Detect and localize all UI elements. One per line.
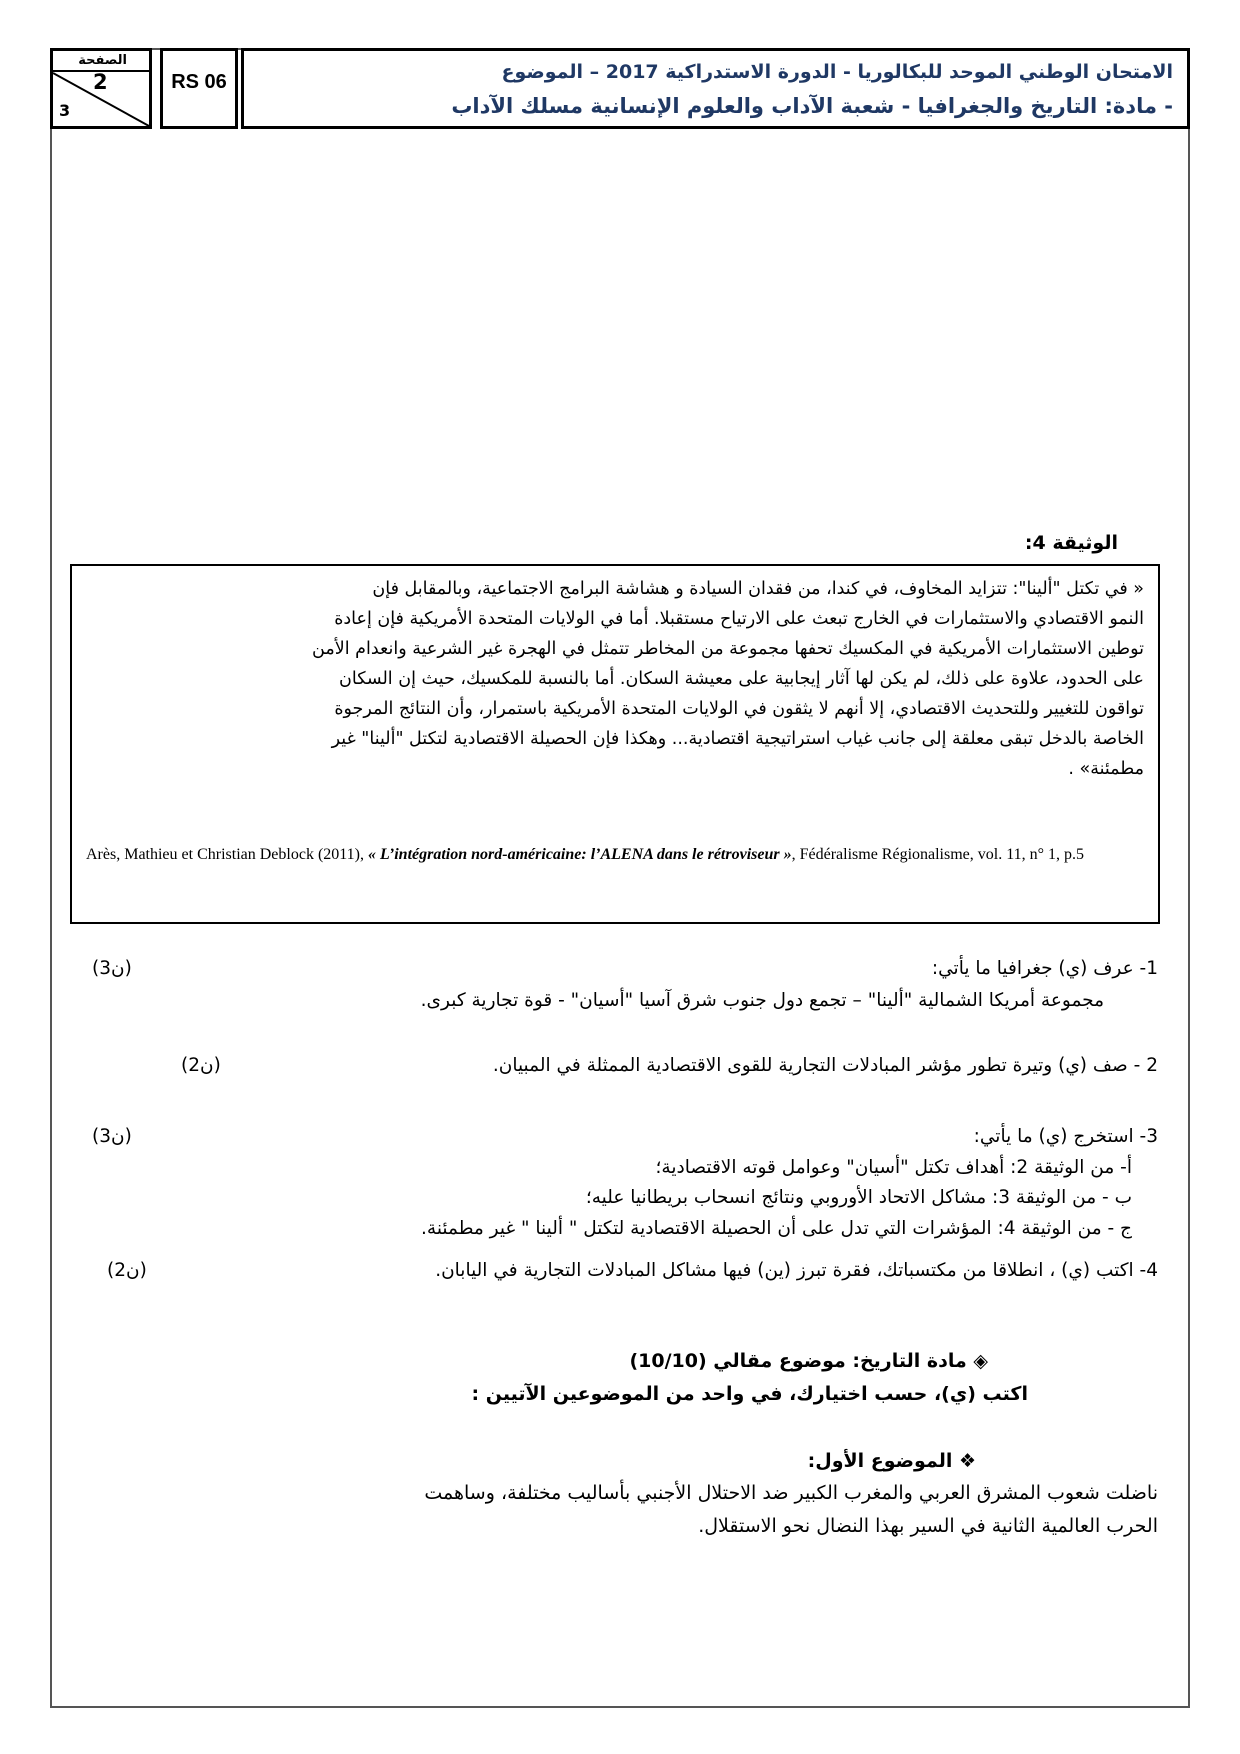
exam-title-line-1: الامتحان الوطني الموحد للبكالوريا - الدورة الاستدراكية 2017 – الموضوع — [501, 61, 1173, 83]
question-1-terms: مجموعة أمريكا الشمالية "ألينا" – تجمع دول جنوب شرق آسيا "أسيان" - قوة تجارية كبرى. — [420, 990, 1104, 1011]
question-4: 4- اكتب (ي) ، انطلاقا من مكتسباتك، فقرة تبرز (ين) فيها مشاكل المبادلات التجارية في اليابان. — [435, 1260, 1158, 1281]
exam-header — [50, 48, 1190, 129]
question-3: 3- استخرج (ي) ما يأتي: — [973, 1126, 1158, 1147]
question-4-points: (2ن) — [107, 1260, 147, 1281]
topic-1-text-line-1: ناضلت شعوب المشرق العربي والمغرب الكبير ضد الاحتلال الأجنبي بأساليب مختلفة، وساهمت — [424, 1482, 1158, 1504]
question-2: 2 - صف (ي) وتيرة تطور مؤشر المبادلات التجارية للقوى الاقتصادية الممثلة في المبيان. — [492, 1055, 1158, 1076]
quote-line: توطين الاستثمارات الأمريكية في المكسيك تحفها مجموعة من المخاطر تتمثل في الهجرة غير الشرعية وانعدام الأمن — [312, 639, 1144, 659]
exam-title-line-2: - مادة: التاريخ والجغرافيا - شعبة الآداب والعلوم الإنسانية مسلك الآداب — [451, 94, 1173, 118]
topic-1-text-line-2: الحرب العالمية الثانية في السير بهذا النضال نحو الاستقلال. — [698, 1515, 1158, 1537]
question-3-c: ج - من الوثيقة 4: المؤشرات التي تدل على أن الحصيلة الاقتصادية لتكتل " ألينا " غير مطمئنة. — [421, 1218, 1132, 1239]
question-1: 1- عرف (ي) جغرافيا ما يأتي: — [931, 958, 1158, 979]
exam-title-box — [241, 48, 1190, 129]
history-section-title: ◈ مادة التاريخ: موضوع مقالي (10/10) — [629, 1350, 988, 1372]
question-3-points: (3ن) — [92, 1126, 132, 1147]
page-current-number: 2 — [93, 70, 108, 94]
page-number-box — [50, 48, 152, 129]
question-3-a: أ- من الوثيقة 2: أهداف تكتل "أسيان" وعوامل قوته الاقتصادية؛ — [655, 1157, 1132, 1178]
page-total-number: 3 — [59, 101, 71, 120]
quote-line: على الحدود، علاوة على ذلك، لم يكن لها آثار إيجابية على معيشة السكان. أما بالنسبة للمكسيك، حيث إن السكان — [339, 669, 1144, 689]
history-instruction: اكتب (ي)، حسب اختيارك، في واحد من الموضوعين الآتيين : — [471, 1383, 1028, 1405]
source-title: « L’intégration nord-américaine: l’ALENA dans le rétroviseur » — [368, 846, 792, 863]
source-authors: Arès, Mathieu et Christian Deblock (2011), — [86, 846, 369, 863]
exam-code: RS 06 — [171, 71, 227, 93]
quote-line: الخاصة بالدخل تبقى معلقة إلى جانب غياب استراتيجية اقتصادية... وهكذا فإن الحصيلة الاقتصادية لتكتل "ألينا" غير — [331, 729, 1144, 749]
page-label: الصفحة — [78, 53, 127, 68]
quote-line: « في تكتل "ألينا": تتزايد المخاوف، في كندا، من فقدان السيادة و هشاشة البرامج الاجتماعية، وبالمقابل فإن — [372, 579, 1144, 599]
question-2-points: (2ن) — [181, 1055, 221, 1076]
topic-1-heading: ❖ الموضوع الأول: — [807, 1450, 976, 1472]
document-4-source — [86, 841, 1144, 868]
document-4-box — [70, 564, 1160, 924]
quote-line: مطمئنة» . — [1068, 759, 1144, 779]
quote-line: النمو الاقتصادي والاستثمارات في الخارج تبعث على الارتياح مستقبلا. أما في الولايات المتحدة الأمريكية فإن إعادة — [334, 609, 1144, 629]
quote-line: تواقون للتغيير وللتحديث الاقتصادي، إلا أنهم لا يثقون في الولايات المتحدة الأمريكية باستمرار، وأن النتائج المرجوة — [334, 699, 1144, 719]
exam-code-box — [160, 48, 238, 129]
source-publication: , Fédéralisme Régionalisme, vol. 11, n° 1, p.5 — [791, 846, 1085, 863]
question-1-points: (3ن) — [92, 958, 132, 979]
question-3-b: ب - من الوثيقة 3: مشاكل الاتحاد الأوروبي ونتائج انسحاب بريطانيا عليه؛ — [585, 1187, 1132, 1208]
document-4-heading: الوثيقة 4: — [1024, 532, 1118, 554]
